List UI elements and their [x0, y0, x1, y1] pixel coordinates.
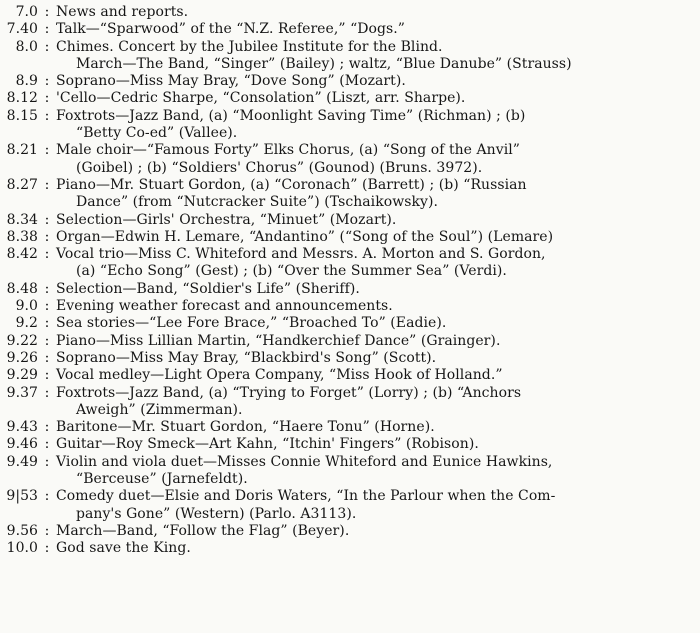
- entry-text: [56, 385, 696, 420]
- schedule-entry: [0, 73, 700, 90]
- entry-time: 8.48: [6, 280, 38, 297]
- schedule-entry: [0, 350, 700, 367]
- entry-line: Evening weather forecast and announcements.: [56, 298, 393, 315]
- entry-line: God save the King.: [56, 540, 191, 557]
- entry-text: [56, 333, 696, 350]
- entry-line: Comedy duet—Elsie and Doris Waters, “In the Parlour when the Com-: [56, 488, 556, 505]
- entry-separator: :: [44, 298, 50, 315]
- entry-time: 8.21: [6, 142, 38, 159]
- schedule-entry: [0, 212, 700, 229]
- entry-time: 9.46: [6, 436, 38, 453]
- schedule-entry: [0, 142, 700, 177]
- entry-separator: :: [44, 419, 50, 436]
- entry-separator: :: [44, 522, 50, 539]
- entry-line: Male choir—“Famous Forty” Elks Chorus, (a) “Song of the Anvil”: [56, 142, 520, 159]
- entry-separator: :: [44, 228, 50, 245]
- entry-time: 9.0: [15, 298, 38, 315]
- entry-separator: :: [44, 4, 50, 20]
- entry-continuation-line: “Betty Co-ed” (Vallee).: [76, 125, 238, 142]
- entry-time: 8.42: [6, 246, 38, 263]
- schedule-entry: [0, 4, 700, 21]
- schedule-entry: [0, 333, 700, 350]
- schedule-entry: [0, 436, 700, 453]
- schedule-entry: [0, 523, 700, 540]
- entry-time: 8.38: [6, 228, 38, 245]
- entry-separator: :: [44, 73, 50, 90]
- entry-text: [56, 281, 696, 298]
- entry-line: Sea stories—“Lee Fore Brace,” “Broached To” (Eadie).: [56, 315, 447, 332]
- entry-continuation-line: pany's Gone” (Western) (Parlo. A3113).: [76, 505, 357, 522]
- entry-time: 8.12: [6, 90, 38, 107]
- entry-line: Piano—Mr. Stuart Gordon, (a) “Coronach” (Barrett) ; (b) “Russian: [56, 176, 527, 193]
- entry-text: [56, 350, 696, 367]
- entry-line: March—Band, “Follow the Flag” (Beyer).: [56, 522, 350, 539]
- schedule-entry: [0, 39, 700, 74]
- entry-separator: :: [44, 315, 50, 332]
- entry-text: [56, 454, 696, 489]
- entry-separator: :: [44, 540, 50, 557]
- entry-line: Foxtrots—Jazz Band, (a) “Trying to Forget” (Lorry) ; (b) “Anchors: [56, 384, 522, 401]
- schedule-entry: [0, 108, 700, 143]
- entry-line: 'Cello—Cedric Sharpe, “Consolation” (Liszt, arr. Sharpe).: [56, 90, 466, 107]
- entry-separator: :: [44, 246, 50, 263]
- entry-time: 9.26: [6, 349, 38, 366]
- entry-separator: :: [44, 453, 50, 470]
- entry-continuation-line: “Berceuse” (Jarnefeldt).: [76, 471, 248, 488]
- schedule-entry: [0, 419, 700, 436]
- entry-text: [56, 229, 696, 246]
- entry-line: Organ—Edwin H. Lemare, “Andantino” (“Song of the Soul”) (Lemare): [56, 228, 554, 245]
- entry-time: 8.15: [6, 107, 38, 124]
- entry-time: 9.49: [6, 453, 38, 470]
- entry-text: [56, 436, 696, 453]
- entry-time: 7.40: [6, 21, 38, 38]
- entry-text: [56, 212, 696, 229]
- schedule-entry: [0, 298, 700, 315]
- entry-text: [56, 142, 696, 177]
- entry-line: Foxtrots—Jazz Band, (a) “Moonlight Saving Time” (Richman) ; (b): [56, 107, 526, 124]
- entry-separator: :: [44, 176, 50, 193]
- entry-separator: :: [44, 436, 50, 453]
- entry-text: [56, 540, 696, 557]
- entry-continuation-line: March—The Band, “Singer” (Bailey) ; waltz, “Blue Danube” (Strauss): [76, 55, 572, 72]
- entry-time: 7.0: [15, 4, 38, 20]
- entry-separator: :: [44, 90, 50, 107]
- entry-line: Guitar—Roy Smeck—Art Kahn, “Itchin' Fingers” (Robison).: [56, 436, 479, 453]
- entry-time: 9|53: [6, 488, 38, 505]
- entry-text: [56, 315, 696, 332]
- entry-time: 9.37: [6, 384, 38, 401]
- entry-text: [56, 108, 696, 143]
- entry-separator: :: [44, 38, 50, 55]
- entry-text: [56, 523, 696, 540]
- entry-continuation-line: Dance” (from “Nutcracker Suite”) (Tschaikowsky).: [76, 194, 438, 211]
- entry-separator: :: [44, 349, 50, 366]
- schedule-list: [0, 4, 700, 558]
- entry-line: Soprano—Miss May Bray, “Dove Song” (Mozart).: [56, 73, 406, 90]
- schedule-entry: [0, 229, 700, 246]
- entry-continuation-line: Aweigh” (Zimmerman).: [76, 401, 243, 418]
- entry-text: [56, 90, 696, 107]
- entry-separator: :: [44, 21, 50, 38]
- entry-line: Vocal medley—Light Opera Company, “Miss Hook of Holland.”: [56, 367, 503, 384]
- entry-line: Chimes. Concert by the Jubilee Institute for the Blind.: [56, 38, 443, 55]
- entry-text: [56, 246, 696, 281]
- entry-continuation-line: (Goibel) ; (b) “Soldiers' Chorus” (Gounod) (Bruns. 3972).: [76, 159, 483, 176]
- entry-time: 8.9: [15, 73, 38, 90]
- entry-text: [56, 177, 696, 212]
- entry-line: News and reports.: [56, 4, 189, 20]
- entry-line: Vocal trio—Miss C. Whiteford and Messrs. A. Morton and S. Gordon,: [56, 246, 546, 263]
- entry-line: Selection—Girls' Orchestra, “Minuet” (Mozart).: [56, 211, 397, 228]
- schedule-entry: [0, 21, 700, 38]
- entry-time: 9.43: [6, 419, 38, 436]
- schedule-entry: [0, 177, 700, 212]
- entry-line: Baritone—Mr. Stuart Gordon, “Haere Tonu” (Horne).: [56, 419, 435, 436]
- entry-text: [56, 4, 696, 21]
- entry-time: 9.22: [6, 332, 38, 349]
- entry-separator: :: [44, 142, 50, 159]
- entry-time: 10.0: [6, 540, 38, 557]
- entry-time: 8.34: [6, 211, 38, 228]
- entry-separator: :: [44, 332, 50, 349]
- entry-text: [56, 73, 696, 90]
- entry-separator: :: [44, 211, 50, 228]
- entry-separator: :: [44, 280, 50, 297]
- entry-separator: :: [44, 367, 50, 384]
- entry-text: [56, 367, 696, 384]
- entry-line: Soprano—Miss May Bray, “Blackbird's Song” (Scott).: [56, 349, 437, 366]
- entry-text: [56, 21, 696, 38]
- entry-separator: :: [44, 107, 50, 124]
- entry-text: [56, 39, 696, 74]
- entry-time: 8.0: [15, 38, 38, 55]
- entry-time: 9.56: [6, 522, 38, 539]
- entry-line: Talk—“Sparwood” of the “N.Z. Referee,” “Dogs.”: [56, 21, 405, 38]
- schedule-entry: [0, 488, 700, 523]
- schedule-entry: [0, 385, 700, 420]
- entry-text: [56, 419, 696, 436]
- schedule-entry: [0, 315, 700, 332]
- schedule-entry: [0, 540, 700, 557]
- entry-time: 9.2: [15, 315, 38, 332]
- entry-text: [56, 298, 696, 315]
- entry-time: 9.29: [6, 367, 38, 384]
- schedule-entry: [0, 367, 700, 384]
- schedule-entry: [0, 90, 700, 107]
- entry-line: Selection—Band, “Soldier's Life” (Sheriff).: [56, 280, 360, 297]
- schedule-entry: [0, 246, 700, 281]
- entry-text: [56, 488, 696, 523]
- entry-time: 8.27: [6, 176, 38, 193]
- entry-separator: :: [44, 488, 50, 505]
- schedule-entry: [0, 454, 700, 489]
- entry-continuation-line: (a) “Echo Song” (Gest) ; (b) “Over the Summer Sea” (Verdi).: [76, 263, 507, 280]
- entry-separator: :: [44, 384, 50, 401]
- entry-line: Violin and viola duet—Misses Connie Whiteford and Eunice Hawkins,: [56, 453, 553, 470]
- entry-line: Piano—Miss Lillian Martin, “Handkerchief Dance” (Grainger).: [56, 332, 501, 349]
- schedule-entry: [0, 281, 700, 298]
